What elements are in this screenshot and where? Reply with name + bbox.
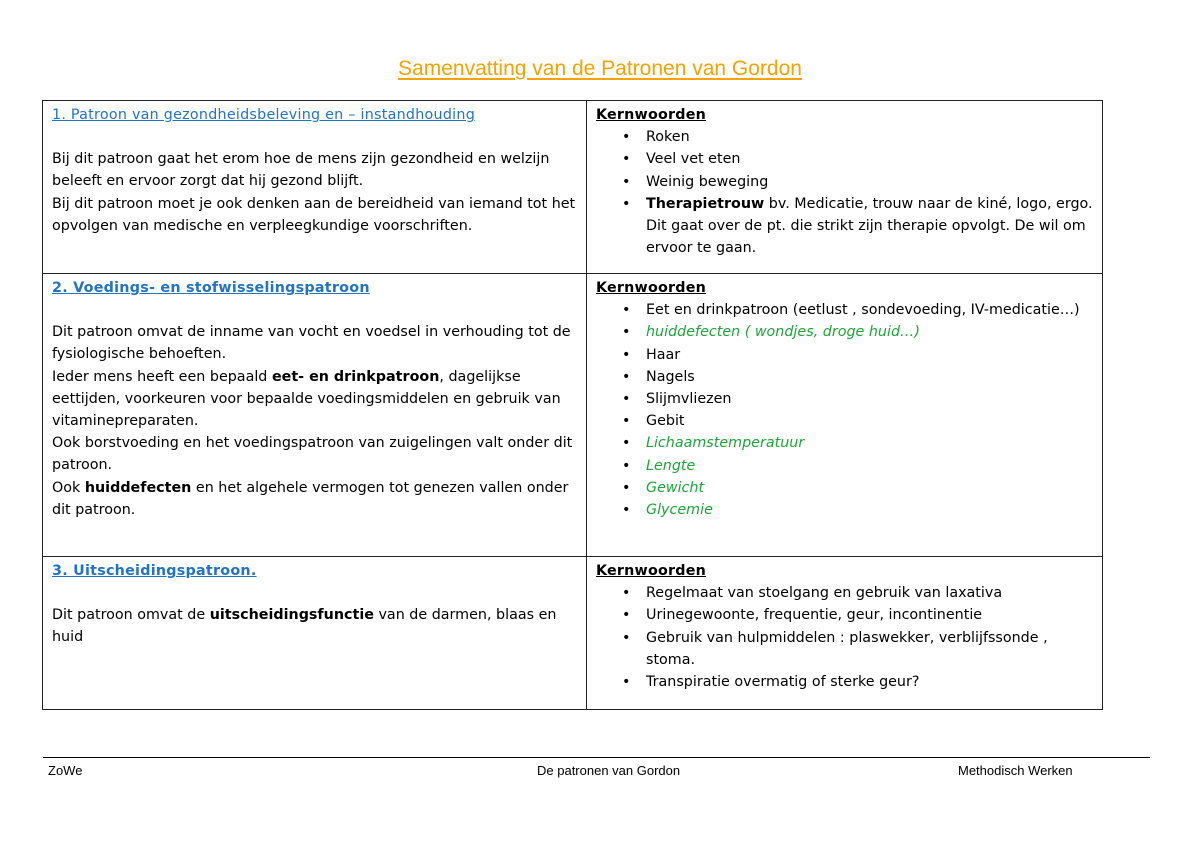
list-item: • Regelmaat van stoelgang en gebruik van laxativa [646,582,1093,604]
bold-term: uitscheidingsfunctie [209,607,374,624]
list-item: • Nagels [646,366,1093,388]
pattern-heading: 1. Patroon van gezondheidsbeleving en – instandhouding [52,107,476,123]
text-run: Ieder mens heeft een bepaald [52,368,272,385]
keywords-list [596,299,1093,521]
list-item: • Urinegewoonte, frequentie, geur, incontinentie [646,604,1093,626]
pattern-heading: 3. Uitscheidingspatroon. [52,563,257,579]
bold-term: eet- en drinkpatroon [271,368,440,385]
list-item: • huiddefecten ( wondjes, droge huid…) [646,321,1093,343]
pattern-paragraph [52,477,577,521]
pattern-description-cell [43,557,587,710]
list-item: • Roken [646,126,1093,148]
text-run: en het algehele vermogen tot genezen vallen onder dit patroon. [52,479,569,518]
gordon-patterns-table [42,100,1103,710]
pattern-description-cell [43,274,587,557]
keywords-cell [587,101,1103,274]
list-item: • Haar [646,344,1093,366]
keywords-label: Kernwoorden [596,107,706,123]
list-item: • Gebit [646,410,1093,432]
table-row [43,557,1103,710]
pattern-paragraph [52,604,577,648]
footer-author: ZoWe [48,763,83,778]
table-row [43,274,1103,557]
pattern-paragraph: Bij dit patroon moet je ook denken aan de bereidheid van iemand tot het opvolgen van medische en verpleegkundige voorschriften. [52,195,576,234]
list-item: • Gewicht [646,477,1093,499]
list-item: • Glycemie [646,499,1093,521]
list-item [646,193,1093,260]
list-item: • Weinig beweging [646,171,1093,193]
list-item: • Lichaamstemperatuur [646,432,1093,454]
footer-divider [43,757,1150,758]
text-run: Dit patroon omvat de [52,607,210,624]
bold-term: huiddefecten [84,479,192,496]
keywords-cell [587,557,1103,710]
footer-document-name: De patronen van Gordon [537,763,681,778]
list-item: • Transpiratie overmatig of sterke geur? [646,671,1093,693]
document-title: Samenvatting van de Patronen van Gordon [398,57,802,80]
text-run: , dagelijkse eettijden, voorkeuren voor bepaalde voedingsmiddelen en gebruik van vitaminepreparaten. [52,368,561,430]
keywords-cell [587,274,1103,557]
list-item: • Lengte [646,455,1093,477]
keywords-label: Kernwoorden [596,563,706,579]
footer-course: Methodisch Werken [958,763,1073,778]
keywords-list [596,582,1093,693]
list-item: • Gebruik van hulpmiddelen : plaswekker, verblijfssonde , stoma. [646,627,1093,671]
list-item: • Eet en drinkpatroon (eetlust , sondevoeding, IV-medicatie…) [646,299,1093,321]
table-row [43,101,1103,274]
bold-term: Therapietrouw [646,195,765,212]
pattern-description-cell [43,101,587,274]
pattern-heading: 2. Voedings- en stofwisselingspatroon [52,280,370,296]
pattern-paragraph [52,366,577,433]
term-explanation: bv. Medicatie, trouw naar de kiné, logo, ergo. Dit gaat over de pt. die strikt zijn therapie opvolgt. De wil om ervoor te gaan. [646,195,1093,257]
text-run: Ook [52,479,85,496]
text-run: van de darmen, blaas en huid [52,607,557,646]
keywords-label: Kernwoorden [596,280,706,296]
pattern-paragraph: Dit patroon omvat de inname van vocht en voedsel in verhouding tot de fysiologische behoeften. [52,324,571,363]
list-item: • Veel vet eten [646,148,1093,170]
pattern-paragraph: Bij dit patroon gaat het erom hoe de mens zijn gezondheid en welzijn beleeft en ervoor zorgt dat hij gezond blijft. [52,151,550,190]
pattern-paragraph: Ook borstvoeding en het voedingspatroon van zuigelingen valt onder dit patroon. [52,435,573,474]
keywords-list [596,126,1093,259]
list-item: • Slijmvliezen [646,388,1093,410]
